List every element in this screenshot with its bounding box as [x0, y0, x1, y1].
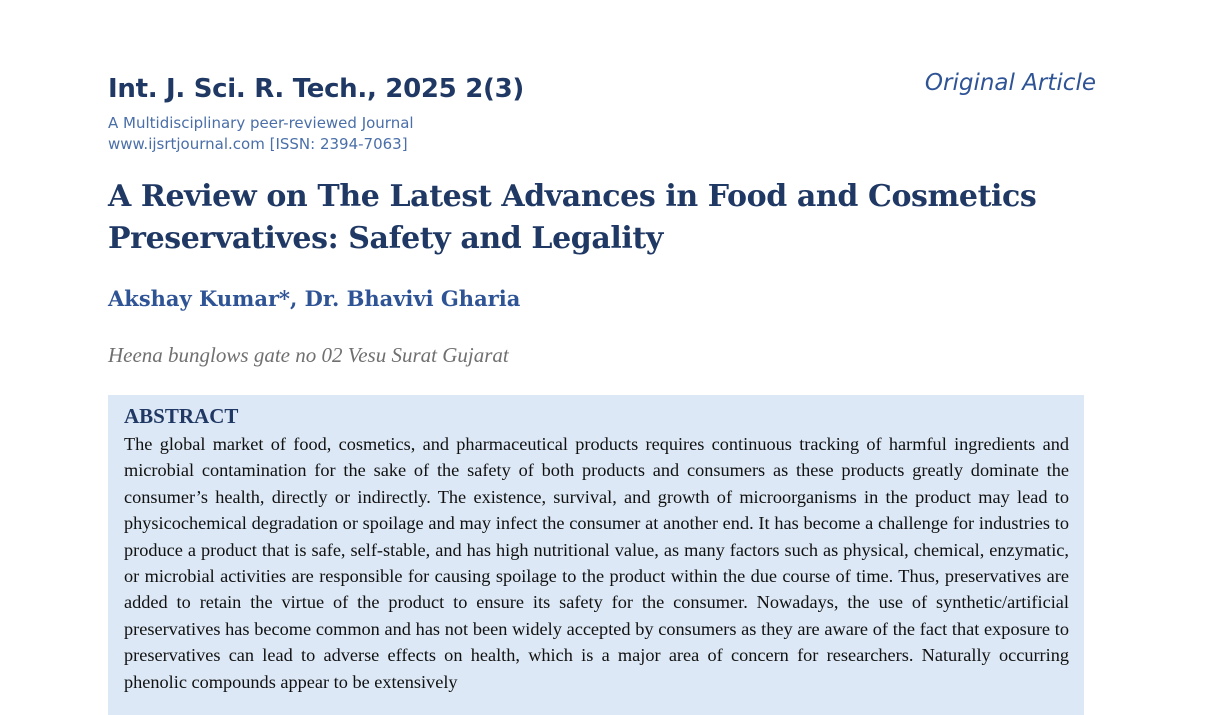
- journal-subtitle: A Multidisciplinary peer-reviewed Journal: [108, 114, 414, 132]
- journal-website: www.ijsrtjournal.com [ISSN: 2394-7063]: [108, 135, 408, 153]
- paper-title: A Review on The Latest Advances in Food and Cosmetics Preservatives: Safety and Legality: [108, 179, 1037, 256]
- article-type-label: Original Article: [924, 70, 1096, 96]
- journal-info: [108, 113, 414, 155]
- abstract-section: [108, 395, 1084, 715]
- author-affiliation: Heena bunglows gate no 02 Vesu Surat Gujarat: [108, 343, 509, 367]
- abstract-text: The global market of food, cosmetics, and pharmaceutical products requires continuous tracking of harmful ingredients and microbial contamination for the sake of the safety of both products and consumers as these products greatly dominate the consumer’s health, directly or indirectly. The existence, survival, and growth of microorganisms in the product may lead to physicochemical degradation or spoilage and may infect the consumer at another end. It has become a challenge for industries to produce a product that is safe, self-stable, and has high nutritional value, as many factors such as physical, chemical, enzymatic, or microbial activities are responsible for causing spoilage to the product within the due course of time. Thus, preservatives are added to retain the virtue of the product to ensure its safety for the consumer. Nowadays, the use of synthetic/artificial preservatives has become common and has not been widely accepted by consumers as they are aware of the fact that exposure to preservatives can lead to adverse effects on health, which is a major area of concern for researchers. Naturally occurring phenolic compounds appear to be extensively: [124, 434, 1069, 692]
- author-list: Akshay Kumar*, Dr. Bhavivi Gharia: [108, 286, 521, 311]
- journal-title: Int. J. Sci. R. Tech., 2025 2(3): [108, 74, 524, 104]
- abstract-heading: ABSTRACT: [124, 404, 239, 428]
